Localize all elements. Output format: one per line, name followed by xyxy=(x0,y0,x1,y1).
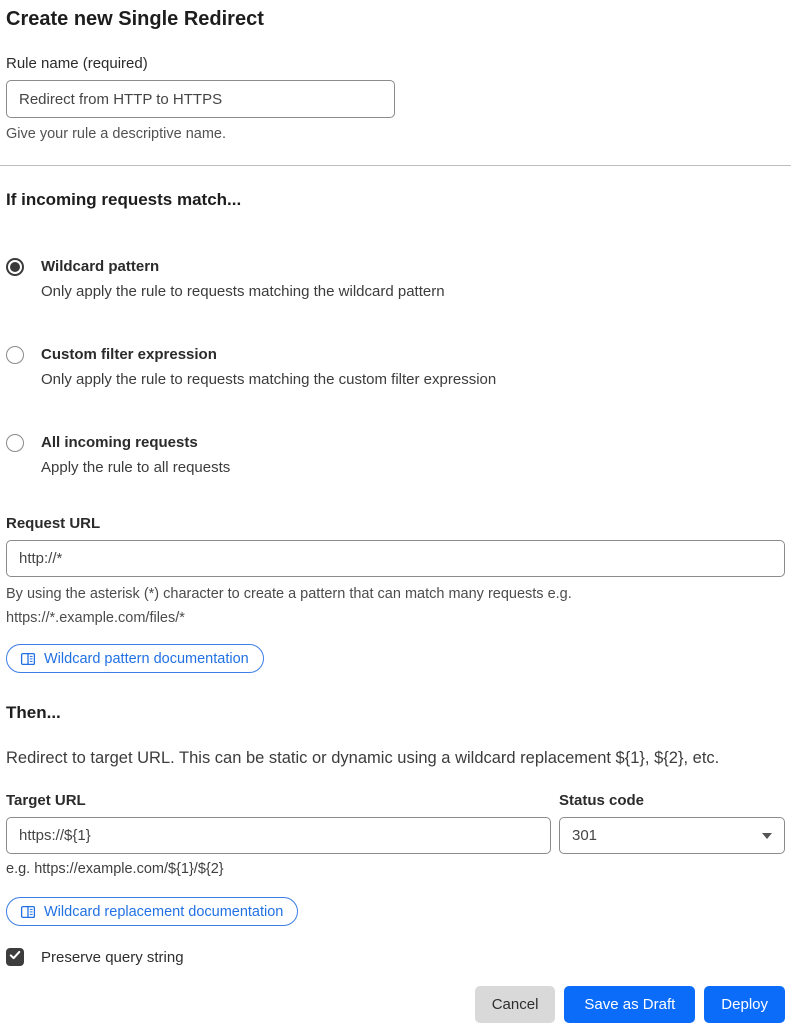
checkmark-icon xyxy=(8,948,22,967)
status-code-value: 301 xyxy=(572,827,598,844)
page-title: Create new Single Redirect xyxy=(6,8,264,30)
request-url-help-line2: https://*.example.com/files/* xyxy=(6,610,185,626)
preserve-query-row[interactable] xyxy=(6,948,785,966)
wildcard-pattern-doc-button[interactable] xyxy=(6,644,264,673)
request-url-label: Request URL xyxy=(6,515,101,532)
radio-description: Only apply the rule to requests matching the custom filter expression xyxy=(41,371,497,388)
target-url-help: e.g. https://example.com/${1}/${2} xyxy=(6,861,224,877)
radio-all-requests[interactable] xyxy=(6,434,24,452)
rule-name-help: Give your rule a descriptive name. xyxy=(6,126,227,142)
radio-wildcard-pattern[interactable] xyxy=(6,258,24,276)
then-section-heading: Then... xyxy=(6,703,61,722)
doc-button-label: Wildcard pattern documentation xyxy=(44,650,249,667)
rule-name-label: Rule name (required) xyxy=(6,55,148,72)
preserve-query-label: Preserve query string xyxy=(41,948,184,966)
section-divider xyxy=(0,165,791,166)
cancel-button[interactable]: Cancel xyxy=(475,986,556,1023)
preserve-query-checkbox[interactable] xyxy=(6,948,24,966)
rule-name-input[interactable] xyxy=(6,80,395,118)
save-as-draft-button[interactable]: Save as Draft xyxy=(564,986,695,1023)
request-url-help xyxy=(6,582,785,630)
status-code-select[interactable] xyxy=(559,817,785,854)
match-section-heading: If incoming requests match... xyxy=(6,190,242,209)
radio-option-all-requests[interactable] xyxy=(6,432,785,478)
footer-actions xyxy=(6,986,785,1023)
radio-label: Custom filter expression xyxy=(41,346,217,363)
wildcard-replacement-doc-button[interactable] xyxy=(6,897,298,926)
radio-option-wildcard-pattern[interactable] xyxy=(6,256,785,302)
request-url-help-line1: By using the asterisk (*) character to create a pattern that can match many requests e.g. xyxy=(6,586,572,602)
request-url-input[interactable] xyxy=(6,540,785,577)
radio-custom-filter[interactable] xyxy=(6,346,24,364)
doc-button-label: Wildcard replacement documentation xyxy=(44,903,284,920)
book-icon xyxy=(20,904,36,920)
deploy-button[interactable]: Deploy xyxy=(704,986,785,1023)
radio-label: All incoming requests xyxy=(41,434,198,451)
chevron-down-icon xyxy=(762,833,772,839)
radio-label: Wildcard pattern xyxy=(41,258,160,275)
radio-option-custom-filter[interactable] xyxy=(6,344,785,390)
status-code-label: Status code xyxy=(559,792,645,809)
radio-description: Only apply the rule to requests matching the wildcard pattern xyxy=(41,283,445,300)
then-description: Redirect to target URL. This can be static or dynamic using a wildcard replacement ${1}, ${2}, etc. xyxy=(6,749,720,767)
target-url-label: Target URL xyxy=(6,792,86,809)
radio-description: Apply the rule to all requests xyxy=(41,459,231,476)
target-url-input[interactable] xyxy=(6,817,551,854)
target-status-row xyxy=(6,791,785,879)
book-icon xyxy=(20,651,36,667)
